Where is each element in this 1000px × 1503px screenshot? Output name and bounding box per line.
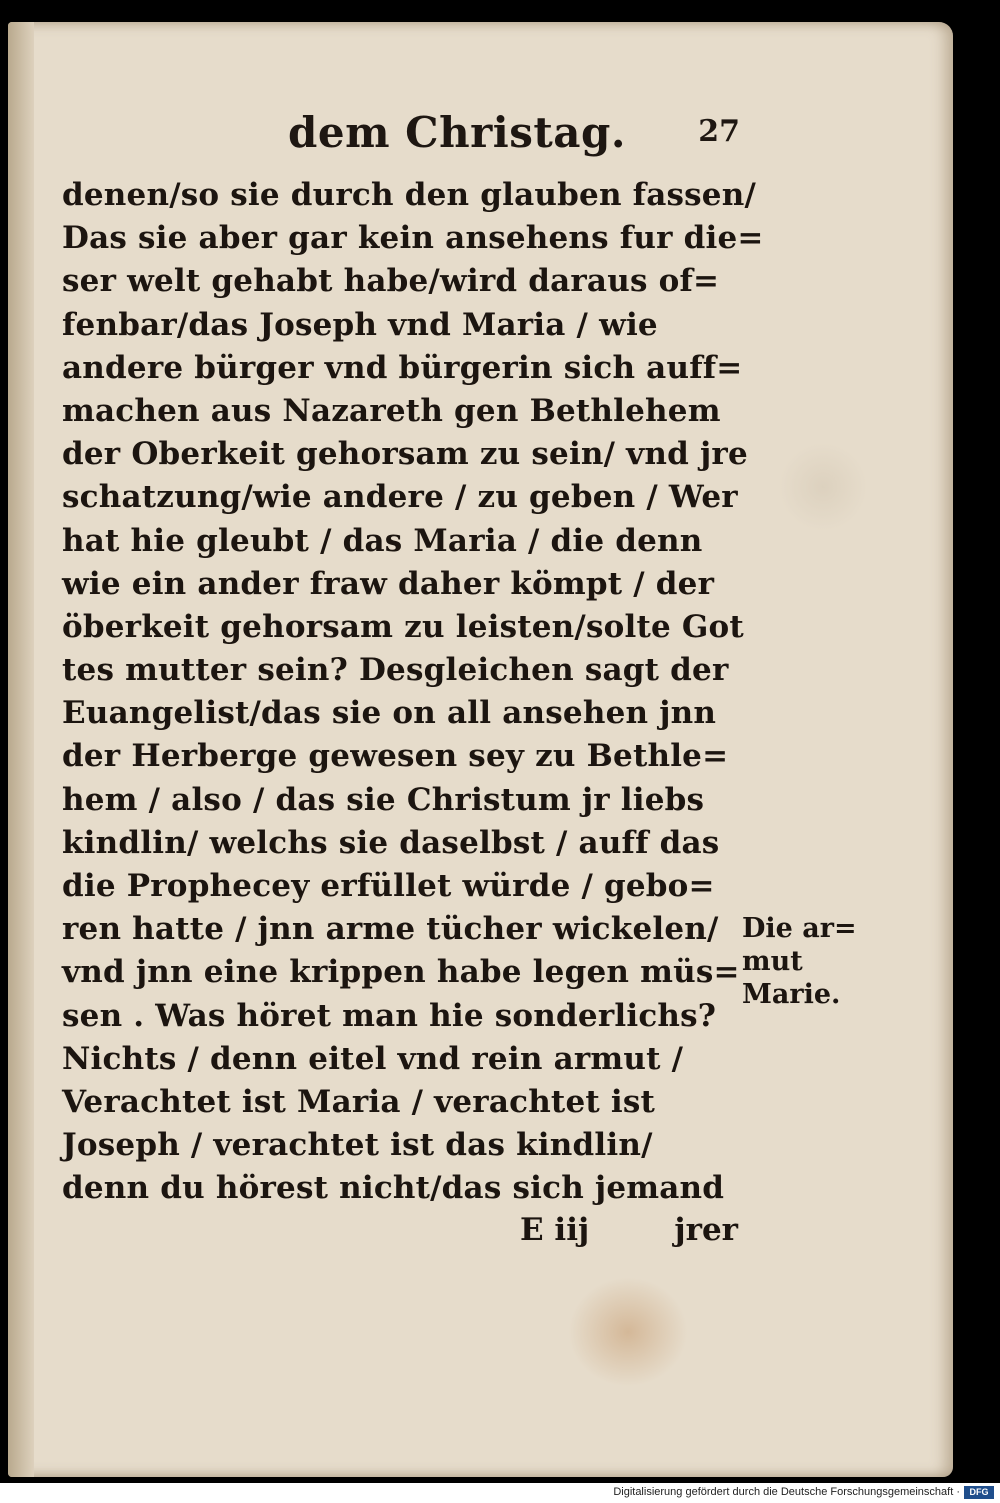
text-line: der Oberkeit gehorsam zu sein/ vnd jre	[62, 436, 748, 473]
page-gutter	[8, 22, 34, 1477]
folio-number: 27	[698, 114, 740, 149]
text-line: Das sie aber gar kein ansehens fur die=	[62, 220, 764, 257]
running-title: dem Christag.	[288, 108, 626, 157]
text-line: hat hie gleubt / das Maria / die denn	[62, 522, 703, 559]
text-line: öberkeit gehorsam zu leisten/solte Got	[62, 608, 744, 645]
text-line: denn du hörest nicht/das sich jemand	[62, 1170, 725, 1207]
text-line: kindlin/ welchs sie daselbst / auff das	[62, 824, 720, 861]
funding-credit-text: Digitalisierung gefördert durch die Deutsche Forschungsgemeinschaft ·	[613, 1486, 960, 1498]
text-line: Joseph / verachtet ist das kindlin/	[62, 1127, 653, 1164]
text-line: vnd jnn eine krippen habe legen müs=	[62, 954, 740, 991]
marginal-note	[742, 912, 872, 1011]
marginal-note-line: Marie.	[742, 979, 841, 1010]
text-line: Nichts / denn eitel vnd rein armut /	[62, 1040, 684, 1077]
page-footer	[62, 1212, 738, 1256]
text-line: fenbar/das Joseph vnd Maria / wie	[62, 306, 658, 343]
text-line: hem / also / das sie Christum jr liebs	[62, 781, 705, 818]
text-line: denen/so sie durch den glauben fassen/	[62, 177, 756, 213]
catchword: jrer	[674, 1212, 738, 1248]
text-line: Verachtet ist Maria / verachtet ist	[62, 1083, 656, 1120]
page-header	[60, 108, 740, 164]
text-line: machen aus Nazareth gen Bethlehem	[62, 392, 721, 429]
text-line: tes mutter sein? Desgleichen sagt der	[62, 652, 729, 689]
marginal-note-line: mut	[742, 946, 803, 977]
text-line: der Herberge gewesen sey zu Bethle=	[62, 738, 729, 775]
text-line: wie ein ander fraw daher kömpt / der	[62, 565, 715, 602]
dfg-logo: DFG	[964, 1486, 994, 1499]
signature-mark: E iij	[520, 1212, 590, 1248]
text-line: andere bürger vnd bürgerin sich auff=	[62, 349, 743, 386]
text-line: schatzung/wie andere / zu geben / Wer	[62, 479, 738, 516]
text-line: die Prophecey erfüllet würde / gebo=	[62, 868, 715, 904]
paper-stain	[568, 1277, 688, 1387]
text-line: ren hatte / jnn arme tücher wickelen/	[62, 911, 719, 948]
text-line: ser welt gehabt habe/wird daraus of=	[62, 263, 720, 300]
ink-bleed-through	[778, 442, 868, 532]
funding-credit-bar	[0, 1483, 1000, 1503]
marginal-note-line: Die ar=	[742, 913, 857, 944]
text-line: sen . Was höret man hie sonderlichs?	[62, 997, 717, 1034]
body-text	[62, 174, 764, 1211]
text-line: Euangelist/das sie on all ansehen jnn	[62, 695, 717, 732]
